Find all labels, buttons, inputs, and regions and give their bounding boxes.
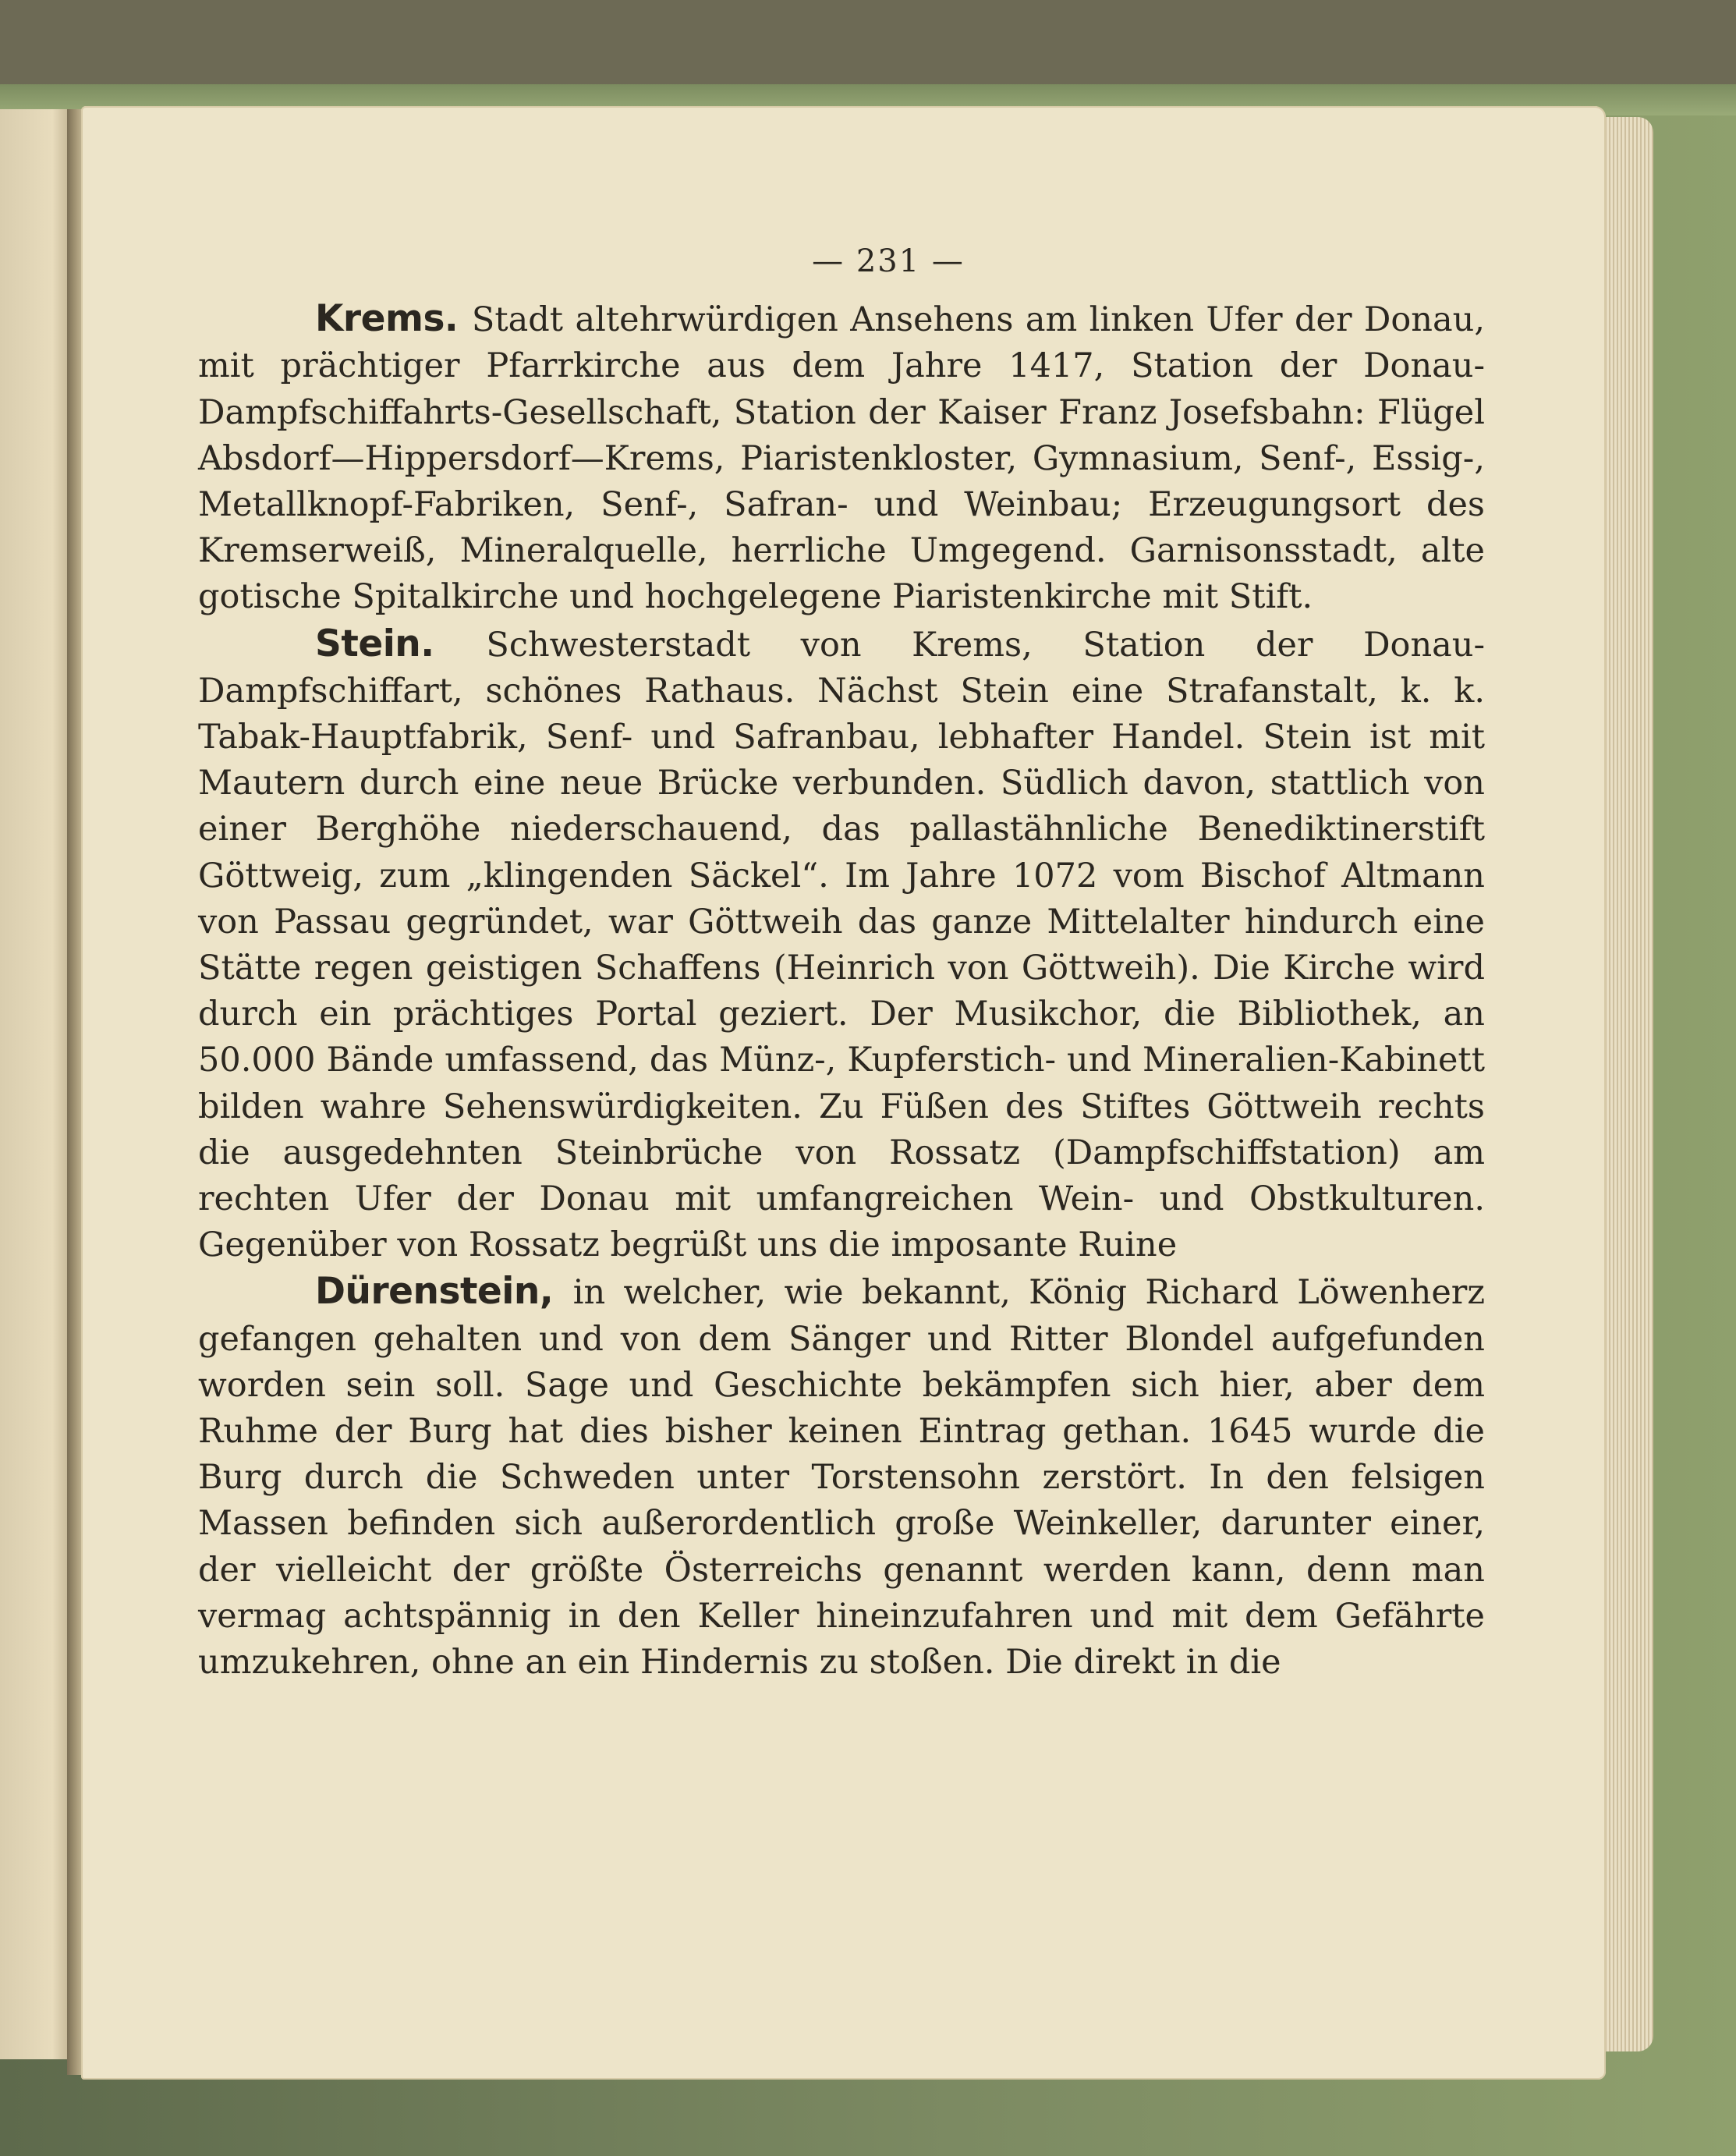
book-page [81, 106, 1606, 2080]
entry-heading: Krems. [315, 297, 472, 341]
entry-duerenstein [198, 1268, 1485, 1686]
page-text [198, 239, 1485, 1686]
entry-text: Schwesterstadt von Krems, Station der Donau-Dampfschiffart, schönes Rathaus. Nächst Stein eine Strafanstalt, k. k. Tabak-Hauptfabrik, Senf- und Safranbau, lebhafter Handel. Stein ist mit Mautern durch eine neue Brücke verbunden. Südlich davon, stattlich von einer Berghöhe niederschauend, das pallastähnliche Benediktinerstift Göttweig, zum „klingenden Säckel“. Im Jahre 1072 vom Bischof Altmann von Passau gegründet, war Göttweih das ganze Mittelalter hindurch eine Stätte regen geistigen Schaffens (Heinrich von Göttweih). Die Kirche wird durch ein prächtiges Portal geziert. Der Musikchor, die Bibliothek, an 50.000 Bände umfassend, das Münz-, Kupferstich- und Mineralien-Kabinett bilden wahre Sehenswürdigkeiten. Zu Füßen des Stiftes Göttweih rechts die ausgedehnten Steinbrüche von Rossatz (Dampfschiffstation) am rechten Ufer der Donau mit umfangreichen Wein- und Obstkulturen. Gegenüber von Rossatz begrüßt uns die imposante Ruine [198, 625, 1485, 1265]
entry-stein [198, 621, 1485, 1269]
entry-text: in welcher, wie bekannt, König Richard Löwenherz gefangen gehalten und von dem Sänger und Ritter Blondel aufgefunden worden sein soll. Sage und Geschichte bekämpfen sich hier, aber dem Ruhme der Burg hat dies bisher keinen Eintrag gethan. 1645 wurde die Burg durch die Schweden unter Torstensohn zerstört. In den felsigen Massen befinden sich außerordentlich große Weinkeller, darunter einer, der vielleicht der größte Österreichs genannt werden kann, denn man vermag achtspännig in den Keller hineinzufahren und mit dem Gefährte umzukehren, ohne an ein Hindernis zu stoßen. Die direkt in die [198, 1273, 1485, 1683]
entry-heading: Dürenstein, [315, 1270, 573, 1314]
entry-text: Stadt altehrwürdigen Ansehens am linken Ufer der Donau, mit prächtiger Pfarrkirche aus dem Jahre 1417, Station der Donau-Dampfschiffahrts-Gesellschaft, Station der Kaiser Franz Josefsbahn: Flügel Absdorf—Hippersdorf—Krems, Piaristenkloster, Gymnasium, Senf-, Essig-, Metallknopf-Fabriken, Senf-, Safran- und Weinbau; Erzeugungsort des Kremserweiß, Mineralquelle, herrliche Umgegend. Garnisonsstadt, alte gotische Spitalkirche und hochgelegene Piaristenkirche mit Stift. [198, 300, 1485, 617]
entry-heading: Stein. [315, 622, 487, 665]
entry-krems [198, 296, 1485, 620]
page-number: — 231 — [812, 243, 965, 279]
left-page [0, 109, 75, 2059]
